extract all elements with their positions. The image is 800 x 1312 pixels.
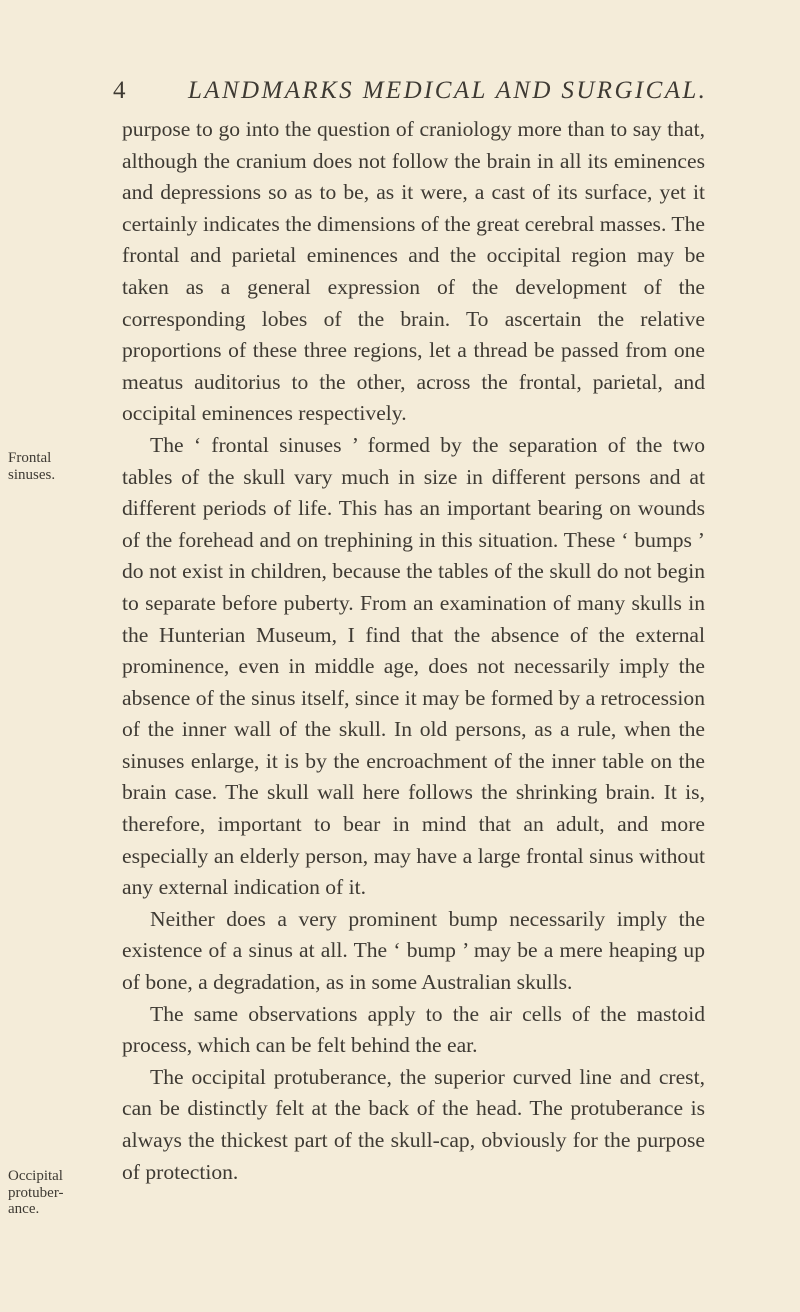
sidenote-line: ance.: [8, 1201, 40, 1217]
sidenote-occipital-protuberance: [8, 1168, 108, 1218]
body-text: [122, 114, 705, 1188]
paragraph-craniology: purpose to go into the question of craniology more than to say that, although the cranium does not follow the brain in all its eminences and depressions so as to be, as it were, a cast of its surface, yet it certainly indicates the dimensions of the great cerebral masses. The frontal and parietal eminences and the occipital region may be taken as a general expression of the development of the corresponding lobes of the brain. To ascertain the relative proportions of these three regions, let a thread be passed from one meatus auditorius to the other, across the frontal, parietal, and occipital eminences respectively.: [122, 117, 705, 426]
paragraph-occipital: The occipital protuberance, the superior curved line and crest, can be distinctly felt at the back of the head. The protuberance is always the thickest part of the skull-cap, obviously for the purpose of protection.: [122, 1064, 705, 1184]
page-number: 4: [113, 77, 126, 104]
sidenote-line: Occipital: [8, 1168, 63, 1184]
sidenote-line: protuber-: [8, 1184, 64, 1201]
paragraph-frontal-sinuses: The ‘ frontal sinuses ’ formed by the separation of the two tables of the skull vary much in size in different persons and at different periods of life. This has an important bearing on wounds of the forehead and on trephining in this situation. These ‘ bumps ’ do not exist in children, because the tables of the skull do not begin to separate before puberty. From an examination of many skulls in the Hunterian Museum, I find that the absence of the external prominence, even in middle age, does not necessarily imply the absence of the sinus itself, since it may be formed by a retrocession of the inner wall of the skull. In old persons, as a rule, when the sinuses enlarge, it is by the encroachment of the inner table on the brain case. The skull wall here follows the shrinking brain. It is, therefore, important to bear in mind that an adult, and more especially an elderly person, may have a large frontal sinus without any external indication of it.: [122, 432, 705, 900]
page-header: [0, 76, 800, 110]
running-title: LANDMARKS MEDICAL AND SURGICAL.: [188, 77, 708, 104]
sidenote-line: sinuses.: [8, 466, 56, 483]
paragraph-prominent-bump: Neither does a very prominent bump necessarily imply the existence of a sinus at all. The ‘ bump ’ may be a mere heaping up of bone, a degradation, as in some Australian skulls.: [122, 906, 705, 995]
sidenote-line: Frontal: [8, 450, 52, 466]
sidenote-frontal-sinuses: [8, 450, 108, 483]
paragraph-mastoid: The same observations apply to the air cells of the mastoid process, which can be felt behind the ear.: [122, 1001, 705, 1058]
